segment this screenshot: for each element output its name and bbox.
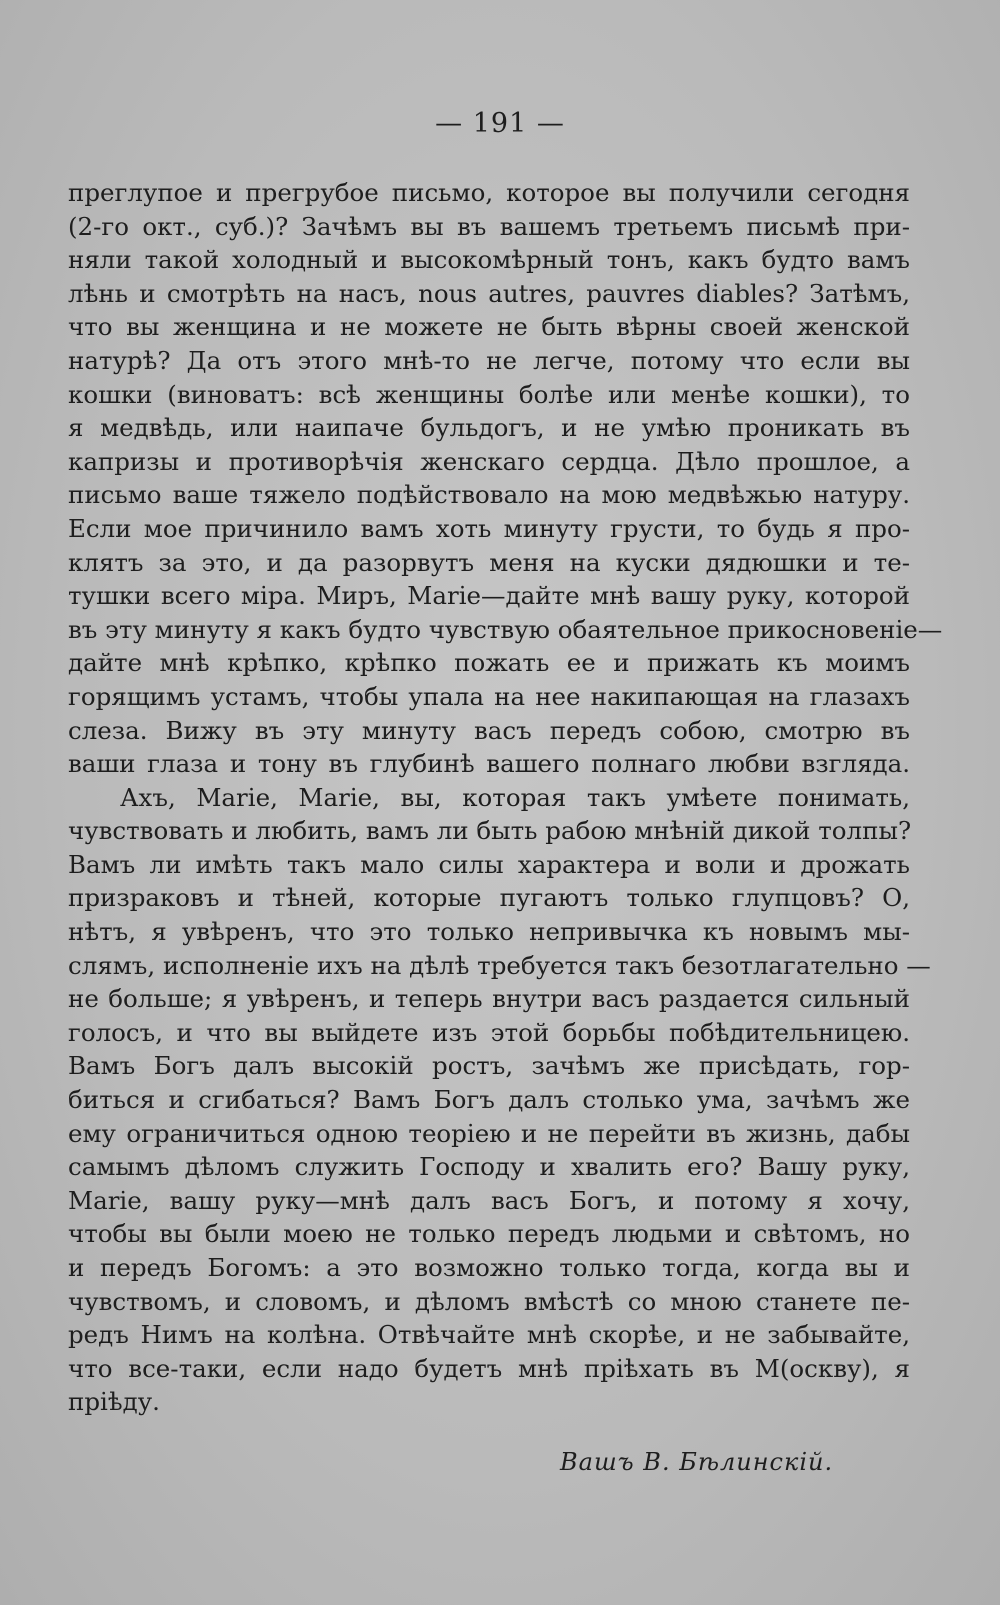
text-line: биться и сгибаться? Вамъ Богъ далъ столько ума, зачѣмъ же: [68, 1085, 910, 1115]
text-line: ваши глаза и тону въ глубинѣ вашего полнаго любви взгляда.: [68, 749, 910, 779]
text-line: что вы женщина и не можете не быть вѣрны своей женской: [68, 312, 910, 342]
text-line: Marie, вашу руку—мнѣ далъ васъ Богъ, и потому я хочу,: [68, 1185, 910, 1215]
text-line: я медвѣдь, или наипаче бульдогъ, и не умѣю проникать въ: [68, 413, 910, 443]
text-line: натурѣ? Да отъ этого мнѣ-то не легче, потому что если вы: [68, 345, 910, 375]
text-line: чтобы вы были моею не только передъ людьми и свѣтомъ, но: [68, 1219, 910, 1249]
text-line: капризы и противорѣчія женскаго сердца. Дѣло прошлое, а: [68, 446, 910, 476]
text-line: клятъ за это, и да разорвутъ меня на куски дядюшки и те-: [68, 547, 910, 577]
text-line: Вамъ Богъ далъ высокій ростъ, зачѣмъ же присѣдать, гор-: [68, 1051, 910, 1081]
text-line: письмо ваше тяжело подѣйствовало на мою медвѣжью натуру.: [68, 480, 910, 510]
page-number: — 191 —: [435, 108, 565, 139]
text-line: слямъ, исполненіе ихъ на дѣлѣ требуется такъ безотлагательно —: [68, 950, 931, 980]
text-line: въ эту минуту я какъ будто чувствую обаятельное прикосновеніе—: [68, 614, 943, 644]
text-line: ему ограничиться одною теоріею и не перейти въ жизнь, дабы: [68, 1118, 910, 1148]
text-line: Вамъ ли имѣть такъ мало силы характера и воли и дрожать: [68, 849, 910, 879]
text-line: няли такой холодный и высокомѣрный тонъ, какъ будто вамъ: [68, 245, 910, 275]
signature: Вашъ В. Бѣлинскій.: [560, 1448, 834, 1476]
text-line: нѣтъ, я увѣренъ, что это только непривычка къ новымъ мы-: [68, 917, 910, 947]
text-line: не больше; я увѣренъ, и теперь внутри васъ раздается сильный: [68, 984, 910, 1014]
text-line: кошки (виноватъ: всѣ женщины болѣе или менѣе кошки), то: [68, 379, 910, 409]
text-line: призраковъ и тѣней, которые пугаютъ только глупцовъ? О,: [68, 883, 910, 913]
text-line: пріѣду.: [68, 1387, 160, 1417]
letter-body: [68, 176, 943, 1419]
text-line: тушки всего міра. Миръ, Marie—дайте мнѣ вашу руку, которой: [68, 581, 910, 611]
text-line: и передъ Богомъ: а это возможно только тогда, когда вы и: [68, 1253, 910, 1282]
text-line: горящимъ устамъ, чтобы упала на нее накипающая на глазахъ: [68, 681, 910, 711]
text-line: редъ Нимъ на колѣна. Отвѣчайте мнѣ скорѣе, и не забывайте,: [68, 1320, 910, 1350]
text-line: преглупое и прегрубое письмо, которое вы получили сегодня: [68, 178, 910, 207]
text-line: чувствовать и любить, вамъ ли быть рабою мнѣній дикой толпы?: [68, 816, 912, 846]
text-line: самымъ дѣломъ служить Господу и хвалить его? Вашу руку,: [68, 1152, 910, 1182]
text-line: голосъ, и что вы выйдете изъ этой борьбы побѣдительницею.: [68, 1017, 910, 1047]
text-line: Если мое причинило вамъ хоть минуту грусти, то будь я про-: [68, 513, 910, 543]
text-line: чувствомъ, и словомъ, и дѣломъ вмѣстѣ со мною станете пе-: [68, 1286, 910, 1316]
text-line: слеза. Вижу въ эту минуту васъ передъ собою, смотрю въ: [68, 715, 910, 745]
text-line: (2-го окт., суб.)? Зачѣмъ вы въ вашемъ третьемъ письмѣ при-: [68, 211, 910, 241]
paragraph-start-line: Ахъ, Marie, Marie, вы, которая такъ умѣете понимать,: [120, 782, 910, 812]
text-line: лѣнь и смотрѣть на насъ, nous autres, pauvres diables? Затѣмъ,: [68, 278, 910, 308]
text-line: дайте мнѣ крѣпко, крѣпко пожать ее и прижать къ моимъ: [68, 648, 910, 678]
text-line: что все-таки, если надо будетъ мнѣ пріѣхать въ М(оскву), я: [68, 1353, 910, 1383]
